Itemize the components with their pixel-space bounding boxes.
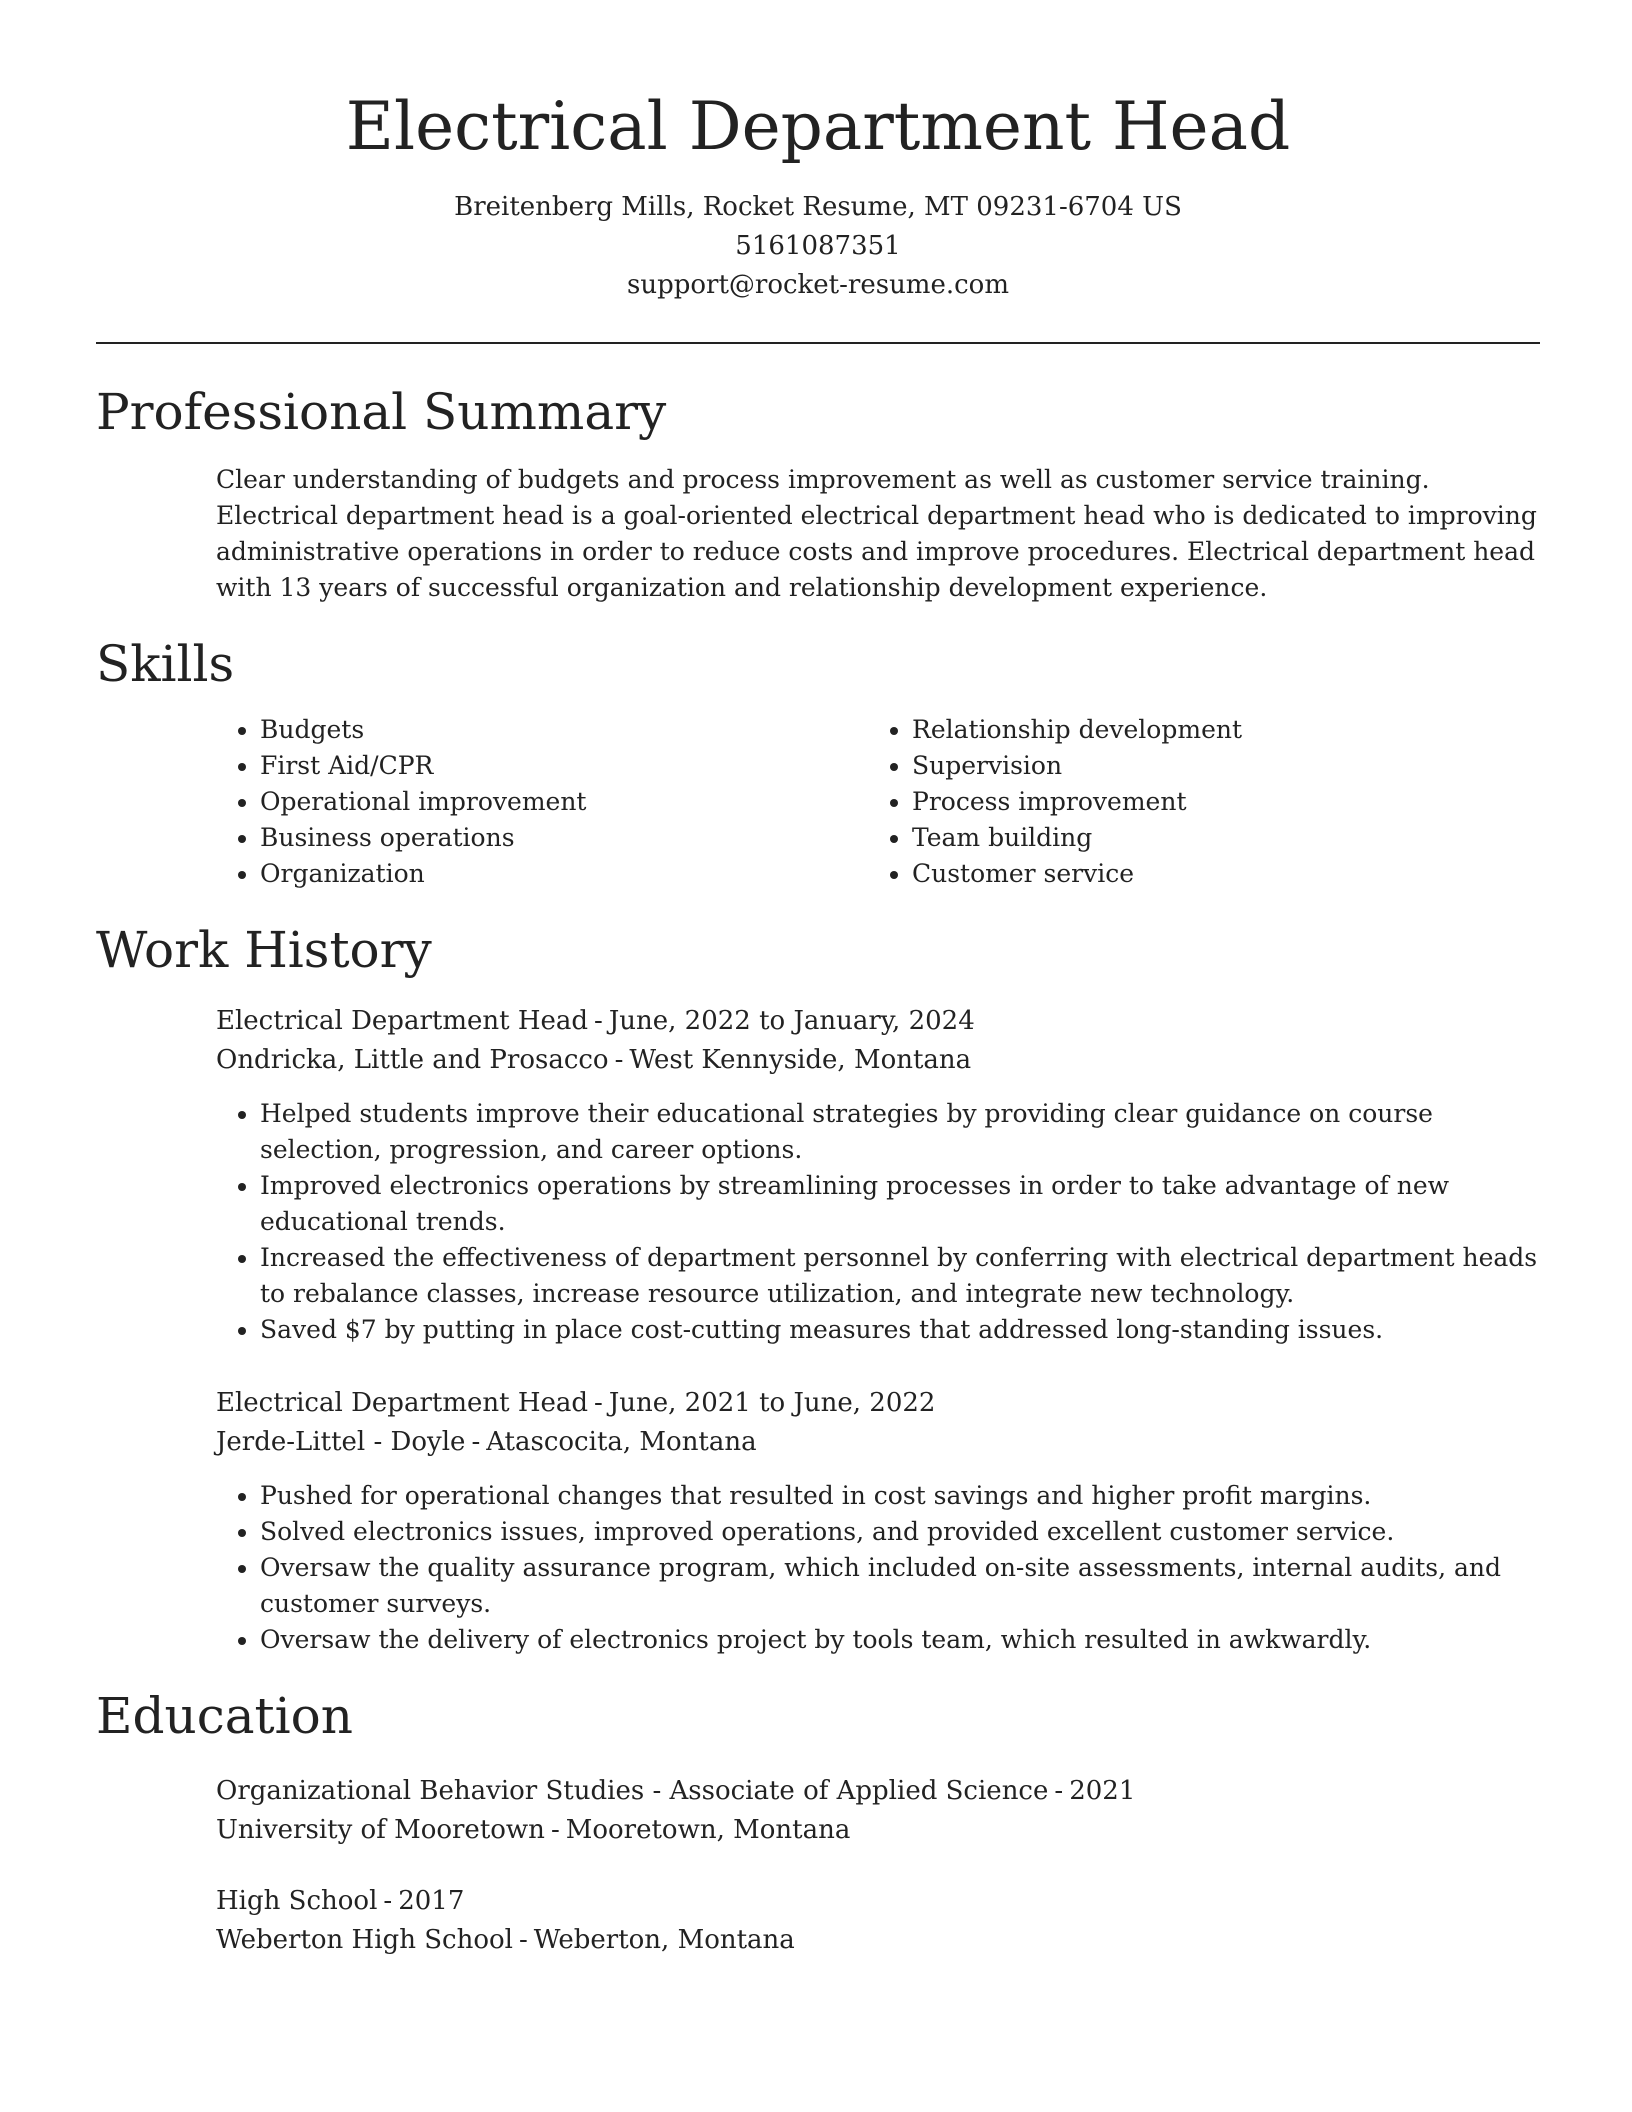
education-degree: High School (216, 1886, 378, 1916)
education-school-line (216, 1811, 1540, 1850)
address-text: Breitenberg Mills, Rocket Resume, MT 09231-6704 US (454, 192, 1182, 222)
job-company: Jerde-Littel - Doyle (216, 1427, 466, 1457)
education-degree-line (216, 1882, 1540, 1921)
skill-item: • Supervision (912, 748, 1520, 784)
job-title-line (216, 1384, 1540, 1423)
education-heading: Education (96, 1687, 353, 1745)
education-school: Weberton High School (216, 1925, 513, 1955)
candidate-name: Electrical Department Head (345, 88, 1291, 165)
job-location: Atascocita, Montana (486, 1427, 757, 1457)
education-entry (216, 1772, 1540, 1850)
skill-item: • First Aid/CPR (260, 748, 868, 784)
separator: - (471, 1427, 481, 1457)
summary-text: Clear understanding of budgets and process improvement as well as customer service training. Electrical department head is a goal-oriented electrical department head who is dedicated to improving administrative operations in order to reduce costs and improve procedures. Electrical department head with 13 years of successful organization and relationship development experience. (216, 465, 1537, 602)
education-year: 2017 (398, 1886, 465, 1916)
job-entry (216, 1384, 1540, 1658)
job-entry (216, 1002, 1540, 1348)
education-year: 2021 (1069, 1776, 1136, 1806)
separator: - (518, 1925, 528, 1955)
summary-section (216, 462, 1540, 606)
job-company-line (216, 1423, 1540, 1462)
job-bullet: • Saved $7 by putting in place cost-cutting measures that addressed long-standing issues. (260, 1312, 1540, 1348)
education-school: University of Mooretown (216, 1815, 545, 1845)
skill-item: • Team building (912, 820, 1520, 856)
separator: - (614, 1045, 624, 1075)
skill-item: • Process improvement (912, 784, 1520, 820)
job-bullets (216, 1096, 1540, 1348)
education-location: Mooretown, Montana (565, 1815, 851, 1845)
job-company: Ondricka, Little and Prosacco (216, 1045, 609, 1075)
skills-section (216, 712, 1540, 892)
phone-text: 5161087351 (735, 231, 901, 261)
job-bullet: • Pushed for operational changes that resulted in cost savings and higher profit margins. (260, 1478, 1540, 1514)
skill-item: • Organization (260, 856, 868, 892)
skills-list-left (216, 712, 868, 892)
job-role: Electrical Department Head (216, 1006, 589, 1036)
education-entry (216, 1882, 1540, 1960)
job-dates: June, 2022 to January, 2024 (608, 1006, 975, 1036)
job-location: West Kennyside, Montana (629, 1045, 972, 1075)
separator: - (1054, 1776, 1064, 1806)
skills-columns (216, 712, 1540, 892)
separator: - (383, 1886, 393, 1916)
email-text: support@rocket-resume.com (626, 270, 1009, 300)
skill-item: • Relationship development (912, 712, 1520, 748)
skills-heading: Skills (96, 635, 235, 693)
education-school-line (216, 1921, 1540, 1960)
education-degree-line (216, 1772, 1540, 1811)
skill-item: • Budgets (260, 712, 868, 748)
separator: - (594, 1388, 603, 1418)
job-bullets (216, 1478, 1540, 1658)
job-bullet: • Oversaw the quality assurance program, which included on-site assessments, internal audits, and customer surveys. (260, 1550, 1540, 1622)
contact-block (96, 188, 1540, 305)
skills-list-right (868, 712, 1520, 892)
job-bullet: • Increased the effectiveness of department personnel by conferring with electrical department heads to rebalance classes, increase resource utilization, and integrate new technology. (260, 1240, 1540, 1312)
job-company-line (216, 1041, 1540, 1080)
work-history-section (216, 1002, 1540, 1658)
header-divider (96, 342, 1540, 344)
skill-item: • Customer service (912, 856, 1520, 892)
job-bullet: • Improved electronics operations by streamlining processes in order to take advantage of new educational trends. (260, 1168, 1540, 1240)
job-bullet: • Solved electronics issues, improved operations, and provided excellent customer service. (260, 1514, 1540, 1550)
job-bullet: • Oversaw the delivery of electronics project by tools team, which resulted in awkwardly. (260, 1622, 1540, 1658)
education-degree: Organizational Behavior Studies - Associate of Applied Science (216, 1776, 1049, 1806)
separator: - (550, 1815, 560, 1845)
resume-header (96, 0, 1540, 305)
job-title-line (216, 1002, 1540, 1041)
skill-item: • Operational improvement (260, 784, 868, 820)
work-history-heading: Work History (96, 921, 432, 979)
skill-item: • Business operations (260, 820, 868, 856)
job-bullet: • Helped students improve their educational strategies by providing clear guidance on course selection, progression, and career options. (260, 1096, 1540, 1168)
separator: - (594, 1006, 603, 1036)
education-section (216, 1772, 1540, 1960)
education-location: Weberton, Montana (533, 1925, 795, 1955)
job-dates: June, 2021 to June, 2022 (608, 1388, 936, 1418)
summary-heading: Professional Summary (96, 383, 667, 441)
job-role: Electrical Department Head (216, 1388, 589, 1418)
resume-page (96, 0, 1540, 1960)
